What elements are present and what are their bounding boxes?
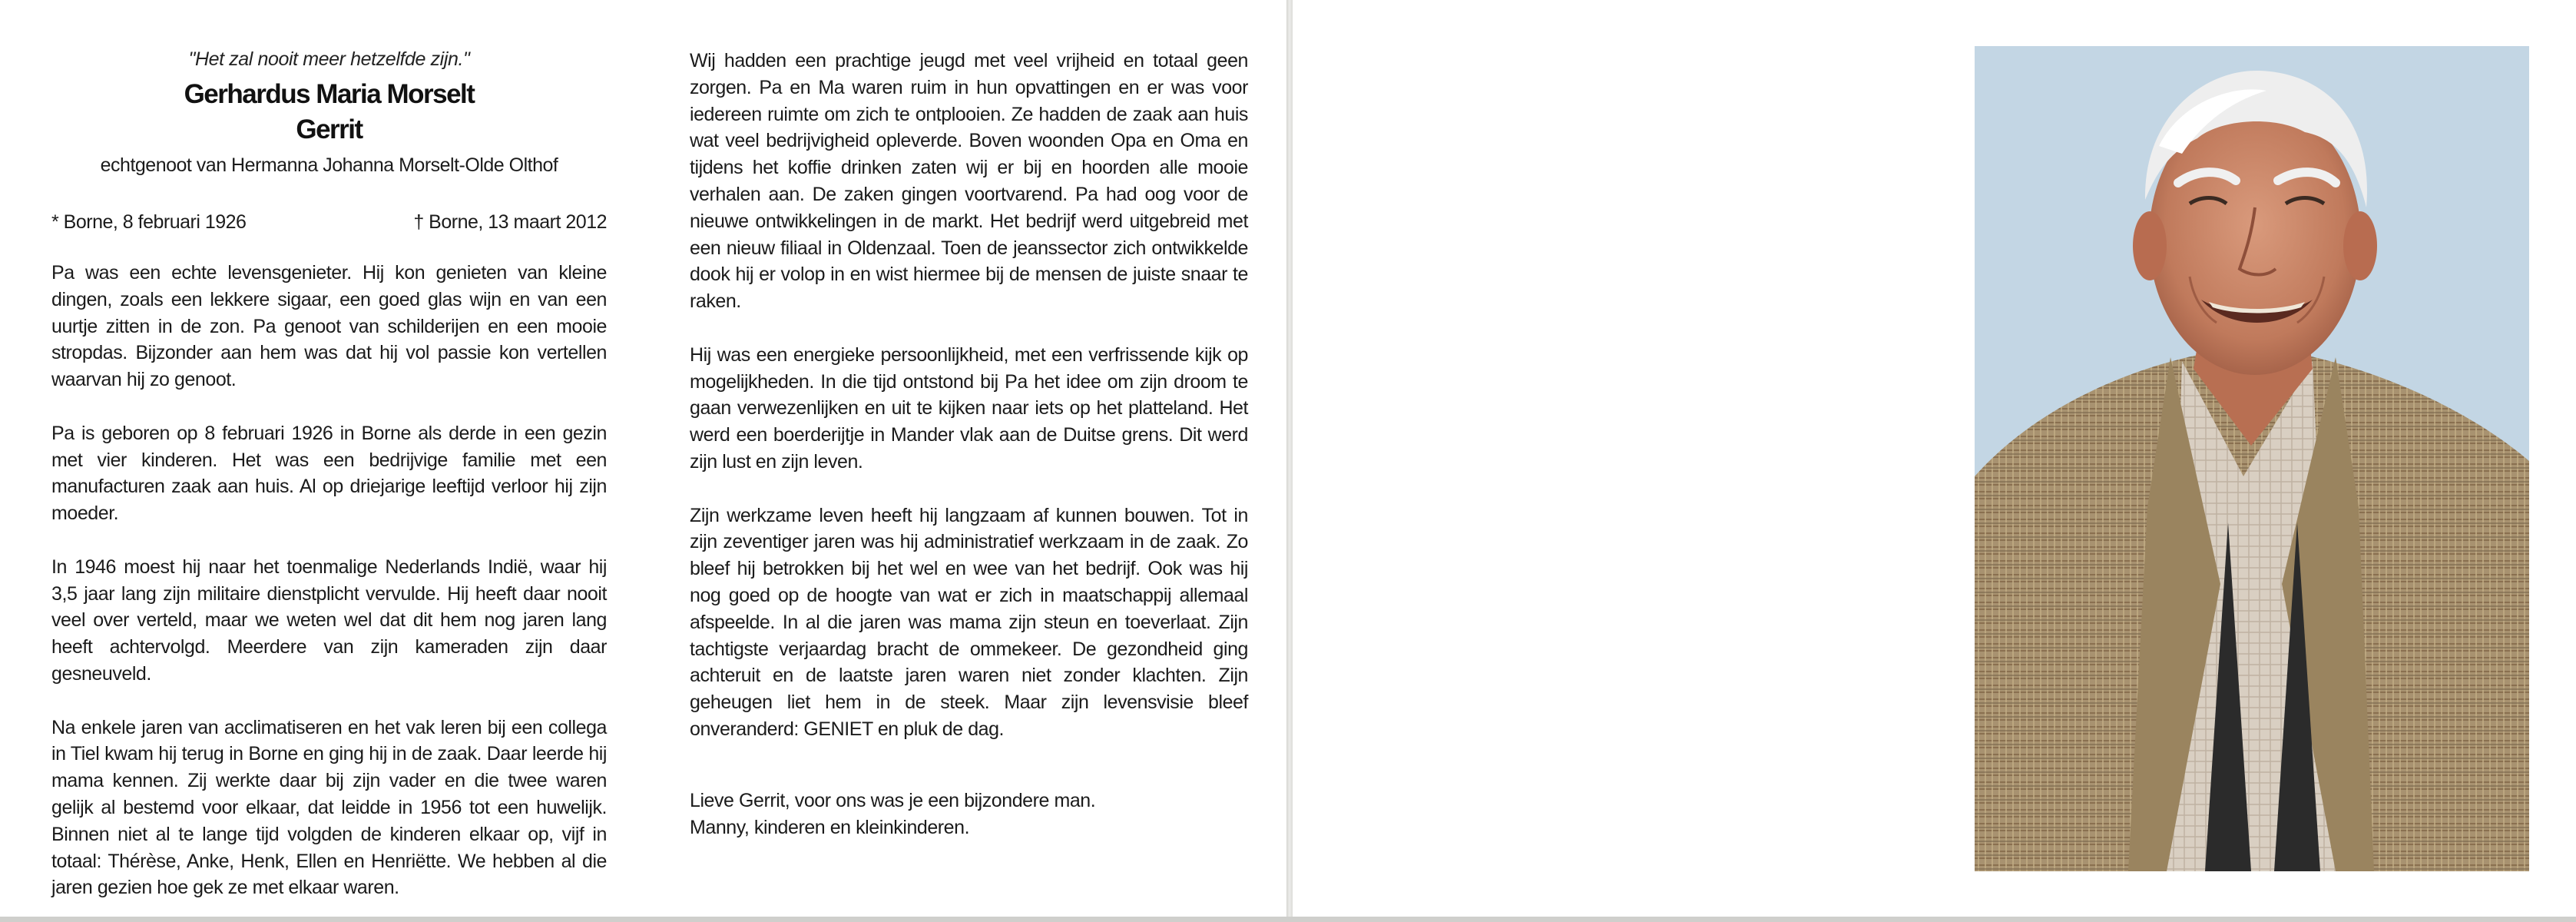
left-column — [51, 48, 607, 922]
paragraph: Pa was een echte levensgenieter. Hij kon genieten van kleine dingen, zoals een lekkere sigaar, een goed glas wijn en van een uurtje zitten in de zon. Pa genoot van schilderijen en een mooie stropdas. Bijzonder aan hem was dat hij vol passie kon vertellen waarvan hij zo genoot. — [51, 262, 607, 391]
spouse-line: echtgenoot van Hermanna Johanna Morselt-Olde Olthof — [100, 154, 558, 176]
card-fold — [1286, 0, 1293, 922]
deceased-name: Gerhardus Maria Morselt — [184, 79, 475, 109]
paragraph: Zijn werkzame leven heeft hij langzaam af kunnen bouwen. Tot in zijn zeventiger jaren was hij administratief werkzaam in de zaak. Zo bleef hij betrokken bij het wel en wee van het bedrijf. Ook was hij nog goed op de hoogte van wat er zich in maatschappij allemaal afspeelde. In al die jaren was mama zijn steun en toeverlaat. Zijn tachtigste verjaardag bracht de ommekeer. De gezondheid ging achteruit en de laatste jaren waren niet zonder klachten. Zijn geheugen liet hem in de steek. Maar zijn levensvisie bleef onveranderd: GENIET en pluk de dag. — [690, 504, 1248, 740]
closing-line: Lieve Gerrit, voor ons was je een bijzondere man. — [690, 789, 1096, 811]
quote: "Het zal nooit meer hetzelfde zijn." — [188, 48, 470, 70]
deceased-nickname: Gerrit — [296, 114, 363, 144]
card-bottom-edge — [0, 917, 2576, 922]
paragraph: Wij hadden een prachtige jeugd met veel vrijheid en totaal geen zorgen. Pa en Ma waren ruim in hun opvattingen en er was voor iedereen ruimte om zich te ontplooien. Ze hadden de zaak aan huis wat veel bedrijvigheid opleverde. Boven woonden Opa en Oma en tijdens het koffie drinken zaten wij er bij en hoorden alle mooie verhalen aan. De zaken gingen voortvarend. Pa had oog voor de nieuwe ontwikkelingen in de markt. Het bedrijf werd uitgebreid met een nieuw filiaal in Oldenzaal. Toen de jeanssector zich ontwikkelde dook hij er volop in en wist hiermee bij de mensen de juiste snaar te raken. — [690, 50, 1248, 313]
paragraph: Pa is geboren op 8 februari 1926 in Borne als derde in een gezin met vier kinderen. Het was een bedrijvige familie met een manufacturen zaak aan huis. Al op driejarige leeftijd verloor hij zijn moeder. — [51, 422, 607, 525]
middle-column — [690, 48, 1248, 841]
portrait-photo — [1975, 46, 2529, 871]
paragraph: Hij was een energieke persoonlijkheid, met een verfrissende kijk op mogelijkheden. In die tijd ontstond bij Pa het idee om zijn droom te gaan verwezenlijken en uit te kijken naar iets op het platteland. Het werd een boerderijtje in Mander vlak aan de Duitse grens. Dit werd zijn lust en zijn leven. — [690, 343, 1248, 473]
death-date: † Borne, 13 maart 2012 — [413, 211, 607, 233]
paragraph: Na enkele jaren van acclimatiseren en het vak leren bij een collega in Tiel kwam hij terug in Borne en ging hij in de zaak. Daar leerde hij mama kennen. Zij werkte daar bij zijn vader en die twee waren gelijk al bestemd voor elkaar, dat leidde in 1956 tot een huwelijk. Binnen niet al te lange tijd volgden de kinderen elkaar op, vijf in totaal: Thérèse, Anke, Henk, Ellen en Henriëtte. We hebben al die jaren gezien hoe gek ze met elkaar waren. — [51, 716, 607, 899]
life-dates — [51, 211, 607, 234]
signature-line: Manny, kinderen en kleinkinderen. — [690, 816, 970, 838]
paragraph: In 1946 moest hij naar het toenmalige Nederlands Indië, waar hij 3,5 jaar lang zijn militaire dienstplicht vervulde. Hij heeft daar nooit veel over verteld, maar we weten wel dat dit hem nog jaren lang heeft achtervolgd. Meerdere van zijn kameraden zijn daar gesneuveld. — [51, 556, 607, 685]
left-page — [0, 0, 1286, 918]
closing-message — [690, 788, 1248, 841]
birth-date: * Borne, 8 februari 1926 — [51, 211, 247, 233]
